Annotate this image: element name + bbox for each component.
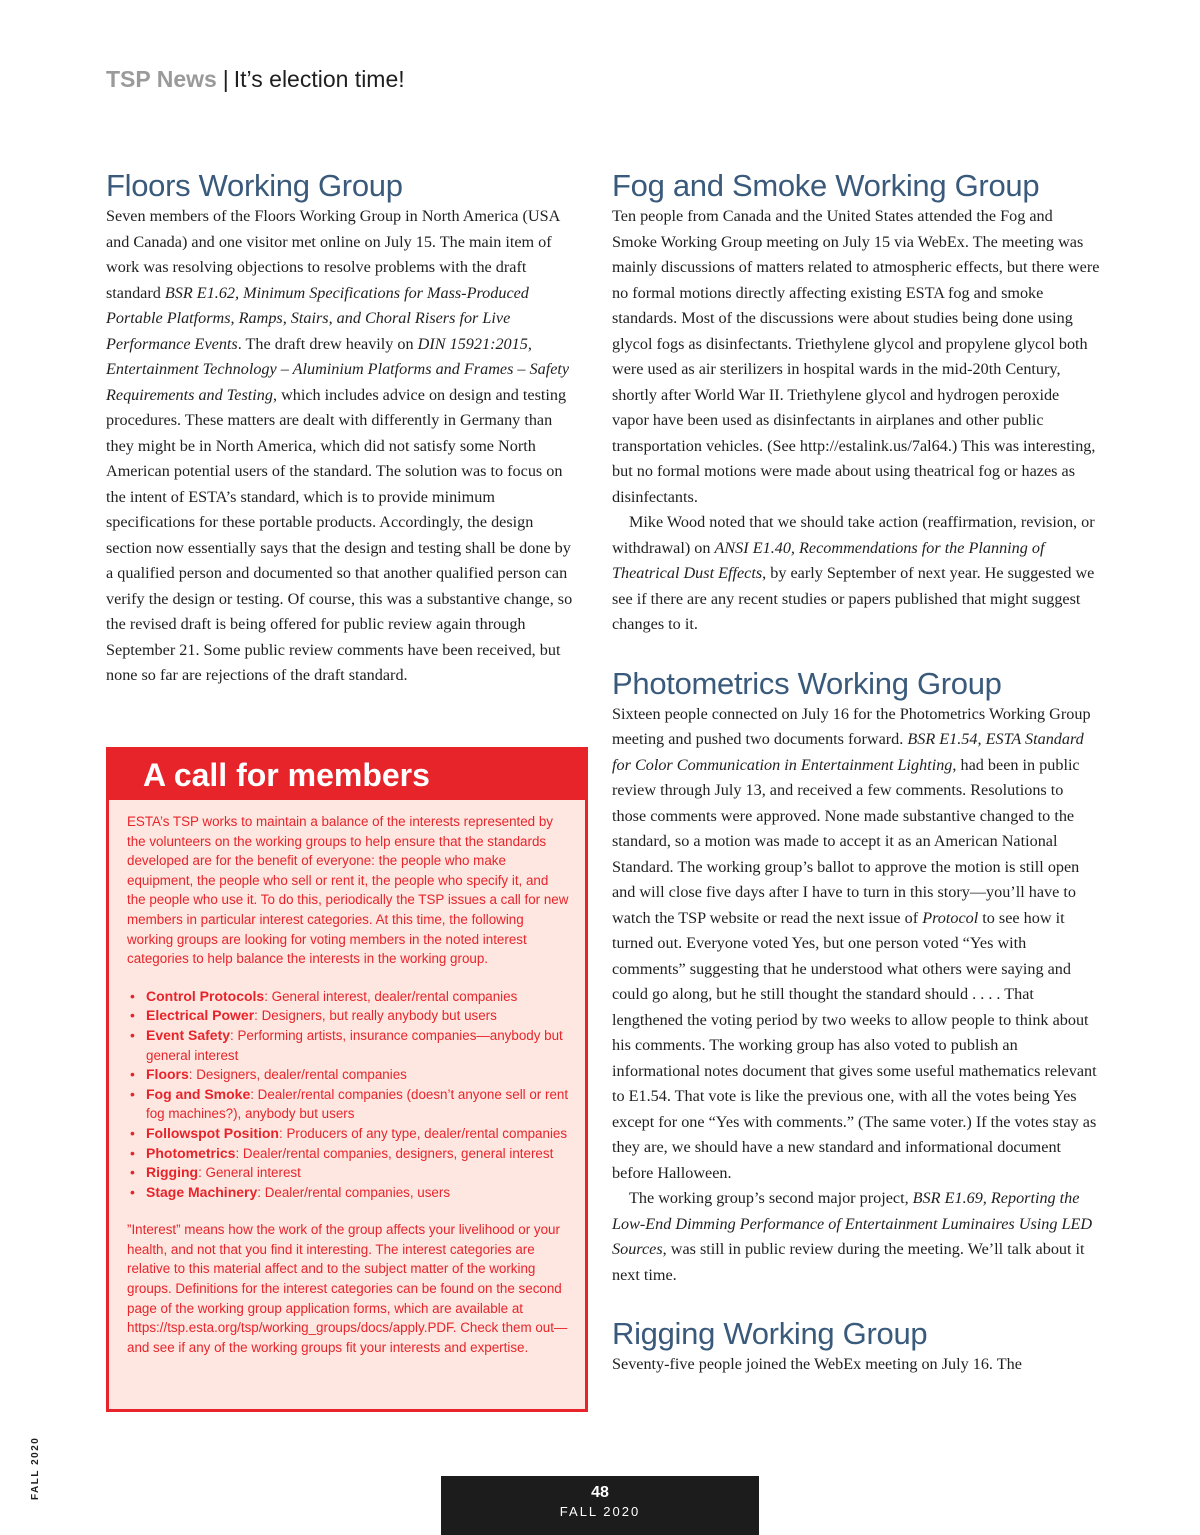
list-item-group: Followspot Position xyxy=(146,1124,279,1141)
list-item-group: Rigging xyxy=(146,1164,199,1181)
photometrics-paragraph-1 xyxy=(612,702,1100,1187)
photo-e169-title: BSR E1.69, Reporting the Low-End Dimming Performance of Entertainment Luminaires Using LED Sources xyxy=(612,1189,1093,1258)
photometrics-heading: Photometrics Working Group xyxy=(612,665,1002,701)
list-item-group: Photometrics xyxy=(146,1144,236,1161)
right-column xyxy=(612,168,1100,1378)
section-gap xyxy=(612,638,1100,666)
list-item-desc: : Designers, but really anybody but users xyxy=(254,1008,497,1024)
callout-outro: ”Interest” means how the work of the group affects your livelihood or your health, and not that you find it interesting. The interest categories are relative to this material affect and to the subject matter of the working groups. Definitions for the interest categories can be found on the second page of the working group application forms, which are available at https://tsp.esta.org/tsp/working_groups/docs/apply.PDF. Check them out—and see if any of the working groups fit your interests and expertise. xyxy=(127,1222,568,1355)
rigging-heading: Rigging Working Group xyxy=(612,1316,928,1351)
floors-paragraph xyxy=(106,204,580,689)
header-section-name: TSP News xyxy=(106,66,217,92)
floors-text-2: . The draft drew heavily on xyxy=(237,334,418,353)
page-footer xyxy=(441,1476,759,1535)
rigging-paragraph: Seventy-five people joined the WebEx meeting on July 16. The xyxy=(612,1355,1022,1373)
side-issue-label: FALL 2020 xyxy=(30,1436,41,1500)
list-item-desc: : Dealer/rental companies, users xyxy=(257,1184,451,1200)
callout-intro: ESTA’s TSP works to maintain a balance of the interests represented by the volunteers on the working groups to help ensure that the standards developed are for the benefit of everyone: the people who make equipment, the people who sell or rent it, the people who specify it, and the people who use it. To do this, periodically the TSP issues a call for new members in particular interest categories. At this time, the following working groups are looking for voting members in the noted interest categories to help balance the interests in the working group. xyxy=(127,814,569,967)
photo-protocol-title: Protocol xyxy=(922,908,979,927)
photo-text-5: , was still in public review during the meeting. We’ll talk about it next time. xyxy=(612,1240,1085,1284)
header-title: It’s election time! xyxy=(233,66,405,92)
list-item-desc: : General interest xyxy=(198,1165,301,1181)
call-for-members-body xyxy=(109,800,585,1357)
floors-text-3: , which includes advice on design and testing procedures. These matters are dealt with differently in Germany than they might be in North America, which did not satisfy some North American potential users of the standard. The solution was to focus on the intent of ESTA’s standard, which is to provide minimum specifications for these portable products. Accordingly, the design section now essentially says that the design and testing shall be done by a qualified person and documented so that another qualified person can verify the design or testing. Of course, this was a substantive change, so the revised draft is being offered for public review again through September 21. Some public review comments have been received, but none so far are rejections of the draft standard. xyxy=(106,385,573,684)
list-item-group: Event Safety xyxy=(146,1026,231,1043)
photo-text-2: , had been in public review through July 13, and received a few comments. Resolutions to those comments were approved. None made substantive changed to the standard, so a motion was made to accept it as an American National Standard. The working group’s ballot to approve the motion is still open and will close five days after I have to turn in this story—you’ll have to watch the TSP website or read the next issue of xyxy=(612,755,1080,927)
list-item xyxy=(127,1065,569,1085)
photometrics-paragraph-2 xyxy=(612,1186,1100,1288)
fog-paragraph-1: Ten people from Canada and the United States attended the Fog and Smoke Working Group meeting on July 15 via WebEx. The meeting was mainly discussions of matters related to atmospheric effects, but there were no formal motions directly affecting existing ESTA fog and smoke standards. Most of the discussions were about studies being done using glycol fogs as disinfectants. Triethylene glycol and propylene glycol both were used as air sterilizers in hospital wards in the mid-20th Century, shortly after World War II. Triethylene glycol and hydrogen peroxide vapor have been used as disinfectants in airplanes and other public transportation vehicles. (See http://estalink.us/7al64.) This was interesting, but no formal motions were made about using theatrical fog or hazes as disinfectants. xyxy=(612,207,1100,506)
photo-text-4: The working group’s second major project, xyxy=(629,1189,913,1207)
list-item xyxy=(127,1183,569,1203)
list-item xyxy=(127,1124,569,1144)
interest-list xyxy=(127,987,569,1203)
fog-standard-title: ANSI E1.40, Recommendations for the Planning of Theatrical Dust Effects xyxy=(612,538,1045,582)
footer-issue: FALL 2020 xyxy=(559,1504,641,1519)
list-item-group: Fog and Smoke xyxy=(146,1085,251,1102)
fog-text-2: , by early September of next year. He suggested we see if there are any recent studies or papers published that might suggest changes to it. xyxy=(612,564,1095,633)
list-item-group: Floors xyxy=(146,1066,189,1083)
list-item xyxy=(127,987,569,1007)
floors-heading: Floors Working Group xyxy=(106,168,403,203)
floors-standard-title: BSR E1.62, Minimum Specifications for Mass-Produced Portable Platforms, Ramps, Stairs, and Choral Risers for Live Performance Events xyxy=(106,283,529,353)
fog-text-1: Mike Wood noted that we should take action (reaffirmation, revision, or withdrawal) on xyxy=(612,513,1095,557)
list-item-group: Stage Machinery xyxy=(146,1183,258,1200)
running-header xyxy=(106,66,405,93)
left-column xyxy=(106,168,580,689)
list-item-group: Electrical Power xyxy=(146,1007,255,1024)
photo-text-3: to see how it turned out. Everyone voted Yes, but one person voted “Yes with comments” suggesting that he understood what others were saying and could go along, but he still thought the standard should . . . . That lengthened the voting period by two weeks to allow people to think about his comments. The working group has also voted to publish an informational notes document that gives some useful mathematics relevant to E1.54. That vote is like the previous one, with all the votes being Yes except for one “Yes with comments.” (The same voter.) If the votes stay as they are, we should have a new standard and informational document before Halloween. xyxy=(612,908,1097,1182)
floors-din-title: DIN 15921:2015, Entertainment Technology – Aluminium Platforms and Frames – Safety Requirements and Testing xyxy=(106,334,570,404)
photo-standard-title: BSR E1.54, ESTA Standard for Color Communication in Entertainment Lighting xyxy=(612,730,1084,774)
list-item-group: Control Protocols xyxy=(146,987,265,1004)
call-for-members-box xyxy=(106,747,588,1412)
list-item-desc: : General interest, dealer/rental companies xyxy=(264,988,518,1004)
list-item-desc: : Designers, dealer/rental companies xyxy=(188,1067,407,1083)
fog-heading: Fog and Smoke Working Group xyxy=(612,168,1040,203)
fog-paragraph-2 xyxy=(612,510,1100,638)
list-item xyxy=(127,1085,569,1124)
floors-text-1: Seven members of the Floors Working Group in North America (USA and Canada) and one visitor met online on July 15. The main item of work was resolving objections to resolve problems with the draft standard xyxy=(106,207,560,302)
section-gap xyxy=(612,1288,1100,1316)
list-item-desc: : Dealer/rental companies (doesn’t anyone sell or rent fog machines?), anybody but users xyxy=(146,1086,569,1122)
page-number: 48 xyxy=(591,1484,609,1501)
photo-text-1: Sixteen people connected on July 16 for the Photometrics Working Group meeting and pushed two documents forward. xyxy=(612,704,1091,748)
list-item-desc: : Performing artists, insurance companies—anybody but general interest xyxy=(146,1027,563,1063)
list-item xyxy=(127,1006,569,1026)
call-for-members-heading: A call for members xyxy=(109,750,585,800)
list-item xyxy=(127,1144,569,1164)
list-item xyxy=(127,1026,569,1065)
header-separator: | xyxy=(222,66,229,92)
list-item xyxy=(127,1163,569,1183)
list-item-desc: : Producers of any type, dealer/rental companies xyxy=(279,1125,568,1141)
list-item-desc: : Dealer/rental companies, designers, general interest xyxy=(235,1145,554,1161)
